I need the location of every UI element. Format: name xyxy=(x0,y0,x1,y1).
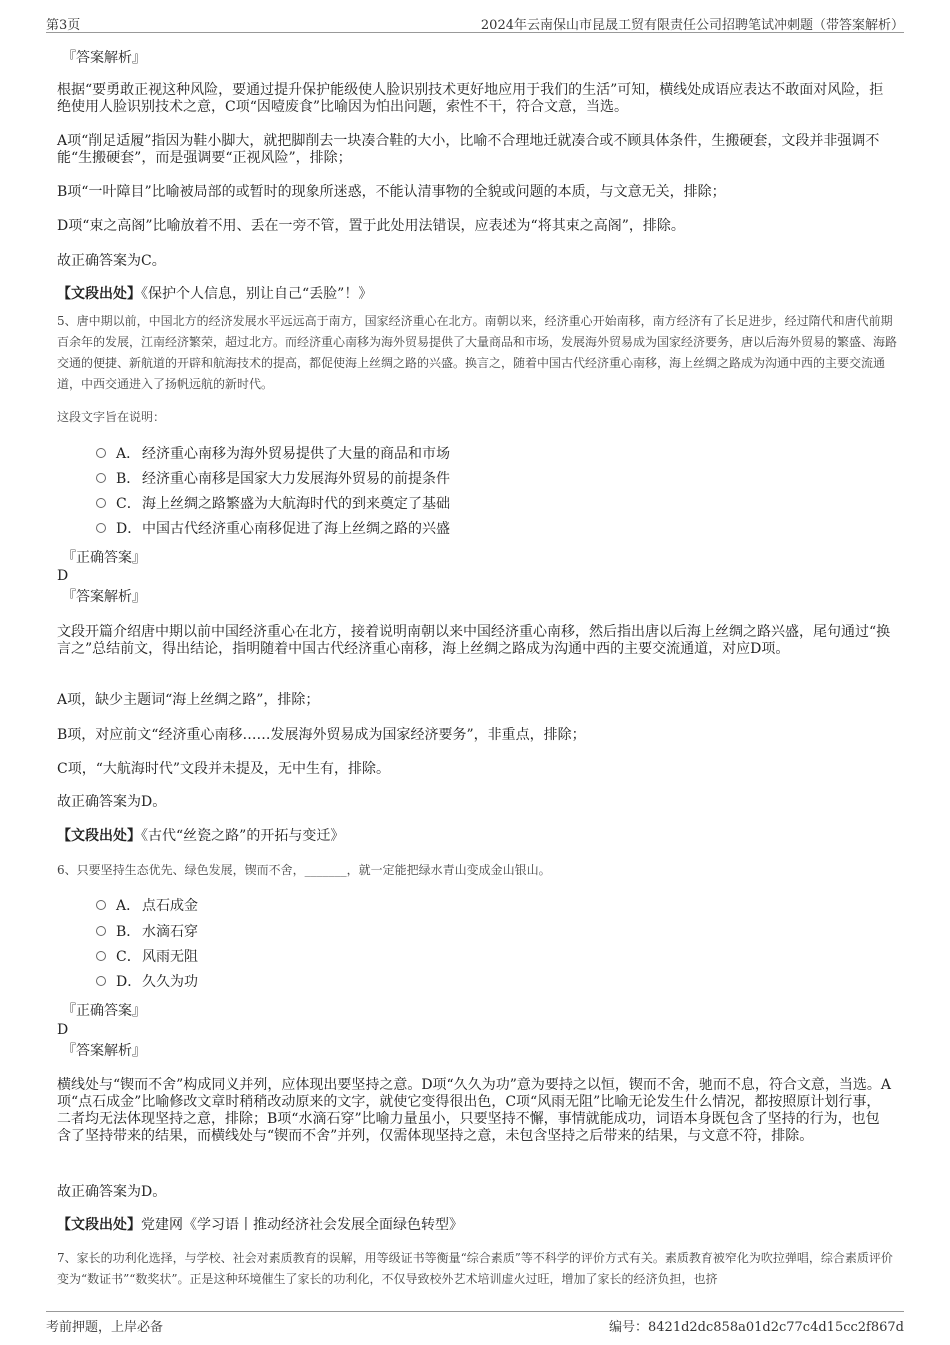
q4-analysis-p2: A项“削足适履”指因为鞋小脚大，就把脚削去一块凑合鞋的大小，比喻不合理地迁就凑合或不顾具体条件，生搬硬套，文段并非强调不能“生搬硬套”，而是强调要“正视风险”，排除； xyxy=(57,133,880,166)
radio-icon[interactable] xyxy=(96,951,106,961)
q5-analysis-p3: B项，对应前文“经济重心南移……发展海外贸易成为国家经济要务”，非重点，排除； xyxy=(57,727,586,743)
source-tag: 【文段出处】 xyxy=(57,1217,141,1233)
q7-stem: 7、家长的功利化选择，与学校、社会对素质教育的误解，用等级证书等衡量“综合素质”等不科学的评价方式有关。素质教育被窄化为吹拉弹唱，综合素质评价变为“数证书”“数奖状”。正是这种环境催生了家长的功利化，不仅导致校外艺术培训虚火过旺，增加了家长的经济负担，也挤 xyxy=(57,1251,893,1286)
q5-conclusion: 故正确答案为D。 xyxy=(57,794,167,810)
q4-analysis-p3: B项“一叶障目”比喻被局部的或暂时的现象所迷惑，不能认清事物的全貌或问题的本质，与文意无关，排除； xyxy=(57,184,726,200)
q4-source xyxy=(57,286,372,303)
q4-conclusion: 故正确答案为C。 xyxy=(57,253,166,269)
q6-option-a[interactable]: A． 点石成金 xyxy=(96,896,198,916)
q6-answer: D xyxy=(57,1022,69,1038)
q6-conclusion: 故正确答案为D。 xyxy=(57,1184,167,1200)
analysis-label: 『答案解析』 xyxy=(62,1043,146,1059)
analysis-label: 『答案解析』 xyxy=(62,589,146,605)
q6-option-d[interactable]: D．久久为功 xyxy=(96,972,198,992)
source-tag: 【文段出处】 xyxy=(57,828,141,844)
q5-prompt: 这段文字旨在说明： xyxy=(57,410,166,424)
footer-slogan: 考前押题，上岸必备 xyxy=(46,1320,164,1335)
correct-answer-label: 『正确答案』 xyxy=(62,550,146,566)
radio-icon[interactable] xyxy=(96,498,106,508)
page-footer xyxy=(46,1311,904,1334)
q6-option-b[interactable]: B． 水滴石穿 xyxy=(96,922,198,942)
radio-icon[interactable] xyxy=(96,448,106,458)
radio-icon[interactable] xyxy=(96,900,106,910)
document-code: 编号：8421d2dc858a01d2c77c4d15cc2f867d xyxy=(609,1320,904,1335)
q5-source-title: 《古代“丝瓷之路”的开拓与变迁》 xyxy=(141,828,345,844)
q5-source xyxy=(57,828,344,845)
analysis-label: 『答案解析』 xyxy=(62,50,146,66)
radio-icon[interactable] xyxy=(96,926,106,936)
q5-stem: 5、唐中期以前，中国北方的经济发展水平远远高于南方，国家经济重心在北方。南朝以来，经济重心开始南移，南方经济有了长足进步，经过隋代和唐代前期百余年的发展，江南经济繁荣，超过北方。而经济重心南移为海外贸易提供了大量商品和市场，发展海外贸易成为国家经济要务，唐以后海外贸易的繁盛、海路交通的便捷、新航道的开辟和航海技术的提高，都促使海上丝绸之路的兴盛。换言之，随着中国古代经济重心南移，海上丝绸之路成为沟通中西的主要交流通道，中西交通进入了扬帆远航的新时代。 xyxy=(57,314,898,391)
q6-source xyxy=(57,1217,463,1234)
radio-icon[interactable] xyxy=(96,523,106,533)
q5-analysis-p4: C项，“大航海时代”文段并未提及，无中生有，排除。 xyxy=(57,761,391,777)
document-title: 2024年云南保山市昆晟工贸有限责任公司招聘笔试冲刺题（带答案解析） xyxy=(480,18,904,33)
q5-option-c[interactable]: C．海上丝绸之路繁盛为大航海时代的到来奠定了基础 xyxy=(96,494,450,514)
q5-analysis-p2: A项，缺少主题词“海上丝绸之路”，排除； xyxy=(57,692,320,708)
correct-answer-label: 『正确答案』 xyxy=(62,1003,146,1019)
q4-analysis-p4: D项“束之高阁”比喻放着不用、丢在一旁不管，置于此处用法错误，应表述为“将其束之高阁”，排除。 xyxy=(57,218,685,234)
q5-option-b[interactable]: B． 经济重心南移是国家大力发展海外贸易的前提条件 xyxy=(96,469,450,489)
q5-answer: D xyxy=(57,568,69,584)
page-header xyxy=(46,12,904,33)
radio-icon[interactable] xyxy=(96,976,106,986)
q5-option-d[interactable]: D．中国古代经济重心南移促进了海上丝绸之路的兴盛 xyxy=(96,519,450,539)
source-tag: 【文段出处】 xyxy=(57,286,141,302)
q6-source-title: 党建网《学习语丨推动经济社会发展全面绿色转型》 xyxy=(141,1217,463,1233)
q4-analysis-p1: 根据“要勇敢正视这种风险，要通过提升保护能级使人脸识别技术更好地应用于我们的生活”可知，横线处成语应表达不敢面对风险，拒绝使用人脸识别技术之意，C项“因噎废食”比喻因为怕出问题，索性不干，符合文意，当选。 xyxy=(57,82,884,115)
q6-analysis-p1: 横线处与“锲而不舍”构成同义并列，应体现出要坚持之意。D项“久久为功”意为要持之以恒，锲而不舍，驰而不息，符合文意，当选。A项“点石成金”比喻修改文章时稍稍改动原来的文字，就使它变得很出色，C项“风雨无阻”比喻无论发生什么情况，都按照原计划行事，二者均无法体现坚持之意，排除；B项“水滴石穿”比喻力量虽小，只要坚持不懈，事情就能成功，词语本身既包含了坚持的行为，也包含了坚持带来的结果，而横线处与“锲而不舍”并列，仅需体现坚持之意，未包含坚持之后带来的结果，与文意不符，排除。 xyxy=(57,1077,891,1144)
q5-option-a[interactable]: A． 经济重心南移为海外贸易提供了大量的商品和市场 xyxy=(96,444,450,464)
radio-icon[interactable] xyxy=(96,473,106,483)
q6-option-c[interactable]: C．风雨无阻 xyxy=(96,947,198,967)
page-number: 第3页 xyxy=(46,18,81,33)
q5-analysis-p1: 文段开篇介绍唐中期以前中国经济重心在北方，接着说明南朝以来中国经济重心南移，然后指出唐以后海上丝绸之路兴盛，尾句通过“换言之”总结前文，得出结论，指明随着中国古代经济重心南移，海上丝绸之路成为沟通中西的主要交流通道，对应D项。 xyxy=(57,624,891,657)
q4-source-title: 《保护个人信息，别让自己“丢脸”！》 xyxy=(141,286,373,302)
q6-stem: 6、只要坚持生态优先、绿色发展，锲而不舍，_______，就一定能把绿水青山变成金山银山。 xyxy=(57,863,551,877)
